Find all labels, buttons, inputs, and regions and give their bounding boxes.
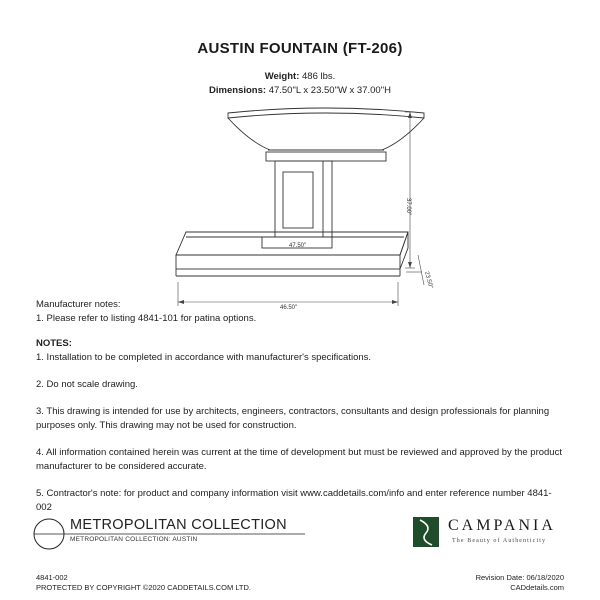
- dim-inner-length: 47.50": [289, 243, 307, 249]
- notes-section: [36, 337, 566, 515]
- campania-logo-icon: [413, 517, 439, 547]
- manufacturer-note: 1. Please refer to listing 4841-101 for patina options.: [36, 313, 257, 324]
- basin-side: [400, 232, 408, 269]
- caddetails-link[interactable]: CADdetails.com: [510, 583, 564, 592]
- footer-left: [36, 573, 251, 593]
- dim-width: 23.50": [423, 270, 434, 290]
- reference-number: 4841-002: [36, 573, 68, 582]
- pedestal-inset: [283, 172, 313, 228]
- footer-right: [476, 573, 564, 593]
- dim-outer-length: 46.50": [280, 305, 298, 311]
- page-title: AUSTIN FOUNTAIN (FT-206): [197, 40, 403, 57]
- weight-value: 486 lbs.: [302, 71, 336, 82]
- campania-name: CAMPANIA: [448, 517, 556, 534]
- note-item: 2. Do not scale drawing.: [36, 379, 138, 390]
- note-item: 3. This drawing is intended for use by architects, engineers, contractors, consultants and design professionals for planning purposes only. This drawing may not be used for construction.: [36, 406, 550, 431]
- manufacturer-notes-heading: Manufacturer notes:: [36, 299, 121, 310]
- dimensions-value: 47.50"L x 23.50"W x 37.00"H: [268, 85, 391, 96]
- notes-heading: NOTES:: [36, 338, 72, 349]
- pedestal-collar: [266, 152, 386, 161]
- revision-date: Revision Date: 06/18/2020: [475, 573, 564, 582]
- collection-sub: METROPOLITAN COLLECTION: AUSTIN: [70, 536, 198, 543]
- weight-label: Weight:: [264, 71, 300, 82]
- campania-tagline: The Beauty of Authenticity: [452, 538, 547, 544]
- bowl-rim: [228, 108, 424, 118]
- copyright: PROTECTED BY COPYRIGHT ©2020 CADDETAILS.COM LTD.: [36, 583, 252, 592]
- basin-front: [176, 255, 400, 269]
- note-item: 5. Contractor's note: for product and company information visit www.caddetails.com/info and enter reference number 4841-002: [36, 488, 552, 513]
- dimensions-label: Dimensions:: [209, 85, 267, 96]
- note-item: 4. All information contained herein was current at the time of development but must be reviewed and approved by the product manufacturer to be considered accurate.: [36, 447, 562, 472]
- bowl-body: [228, 118, 424, 150]
- note-item: 1. Installation to be completed in accordance with manufacturer's specifications.: [36, 352, 372, 363]
- dim-height: 37.00": [405, 198, 411, 216]
- manufacturer-notes: [36, 298, 566, 326]
- collection-name: METROPOLITAN COLLECTION: [70, 517, 287, 533]
